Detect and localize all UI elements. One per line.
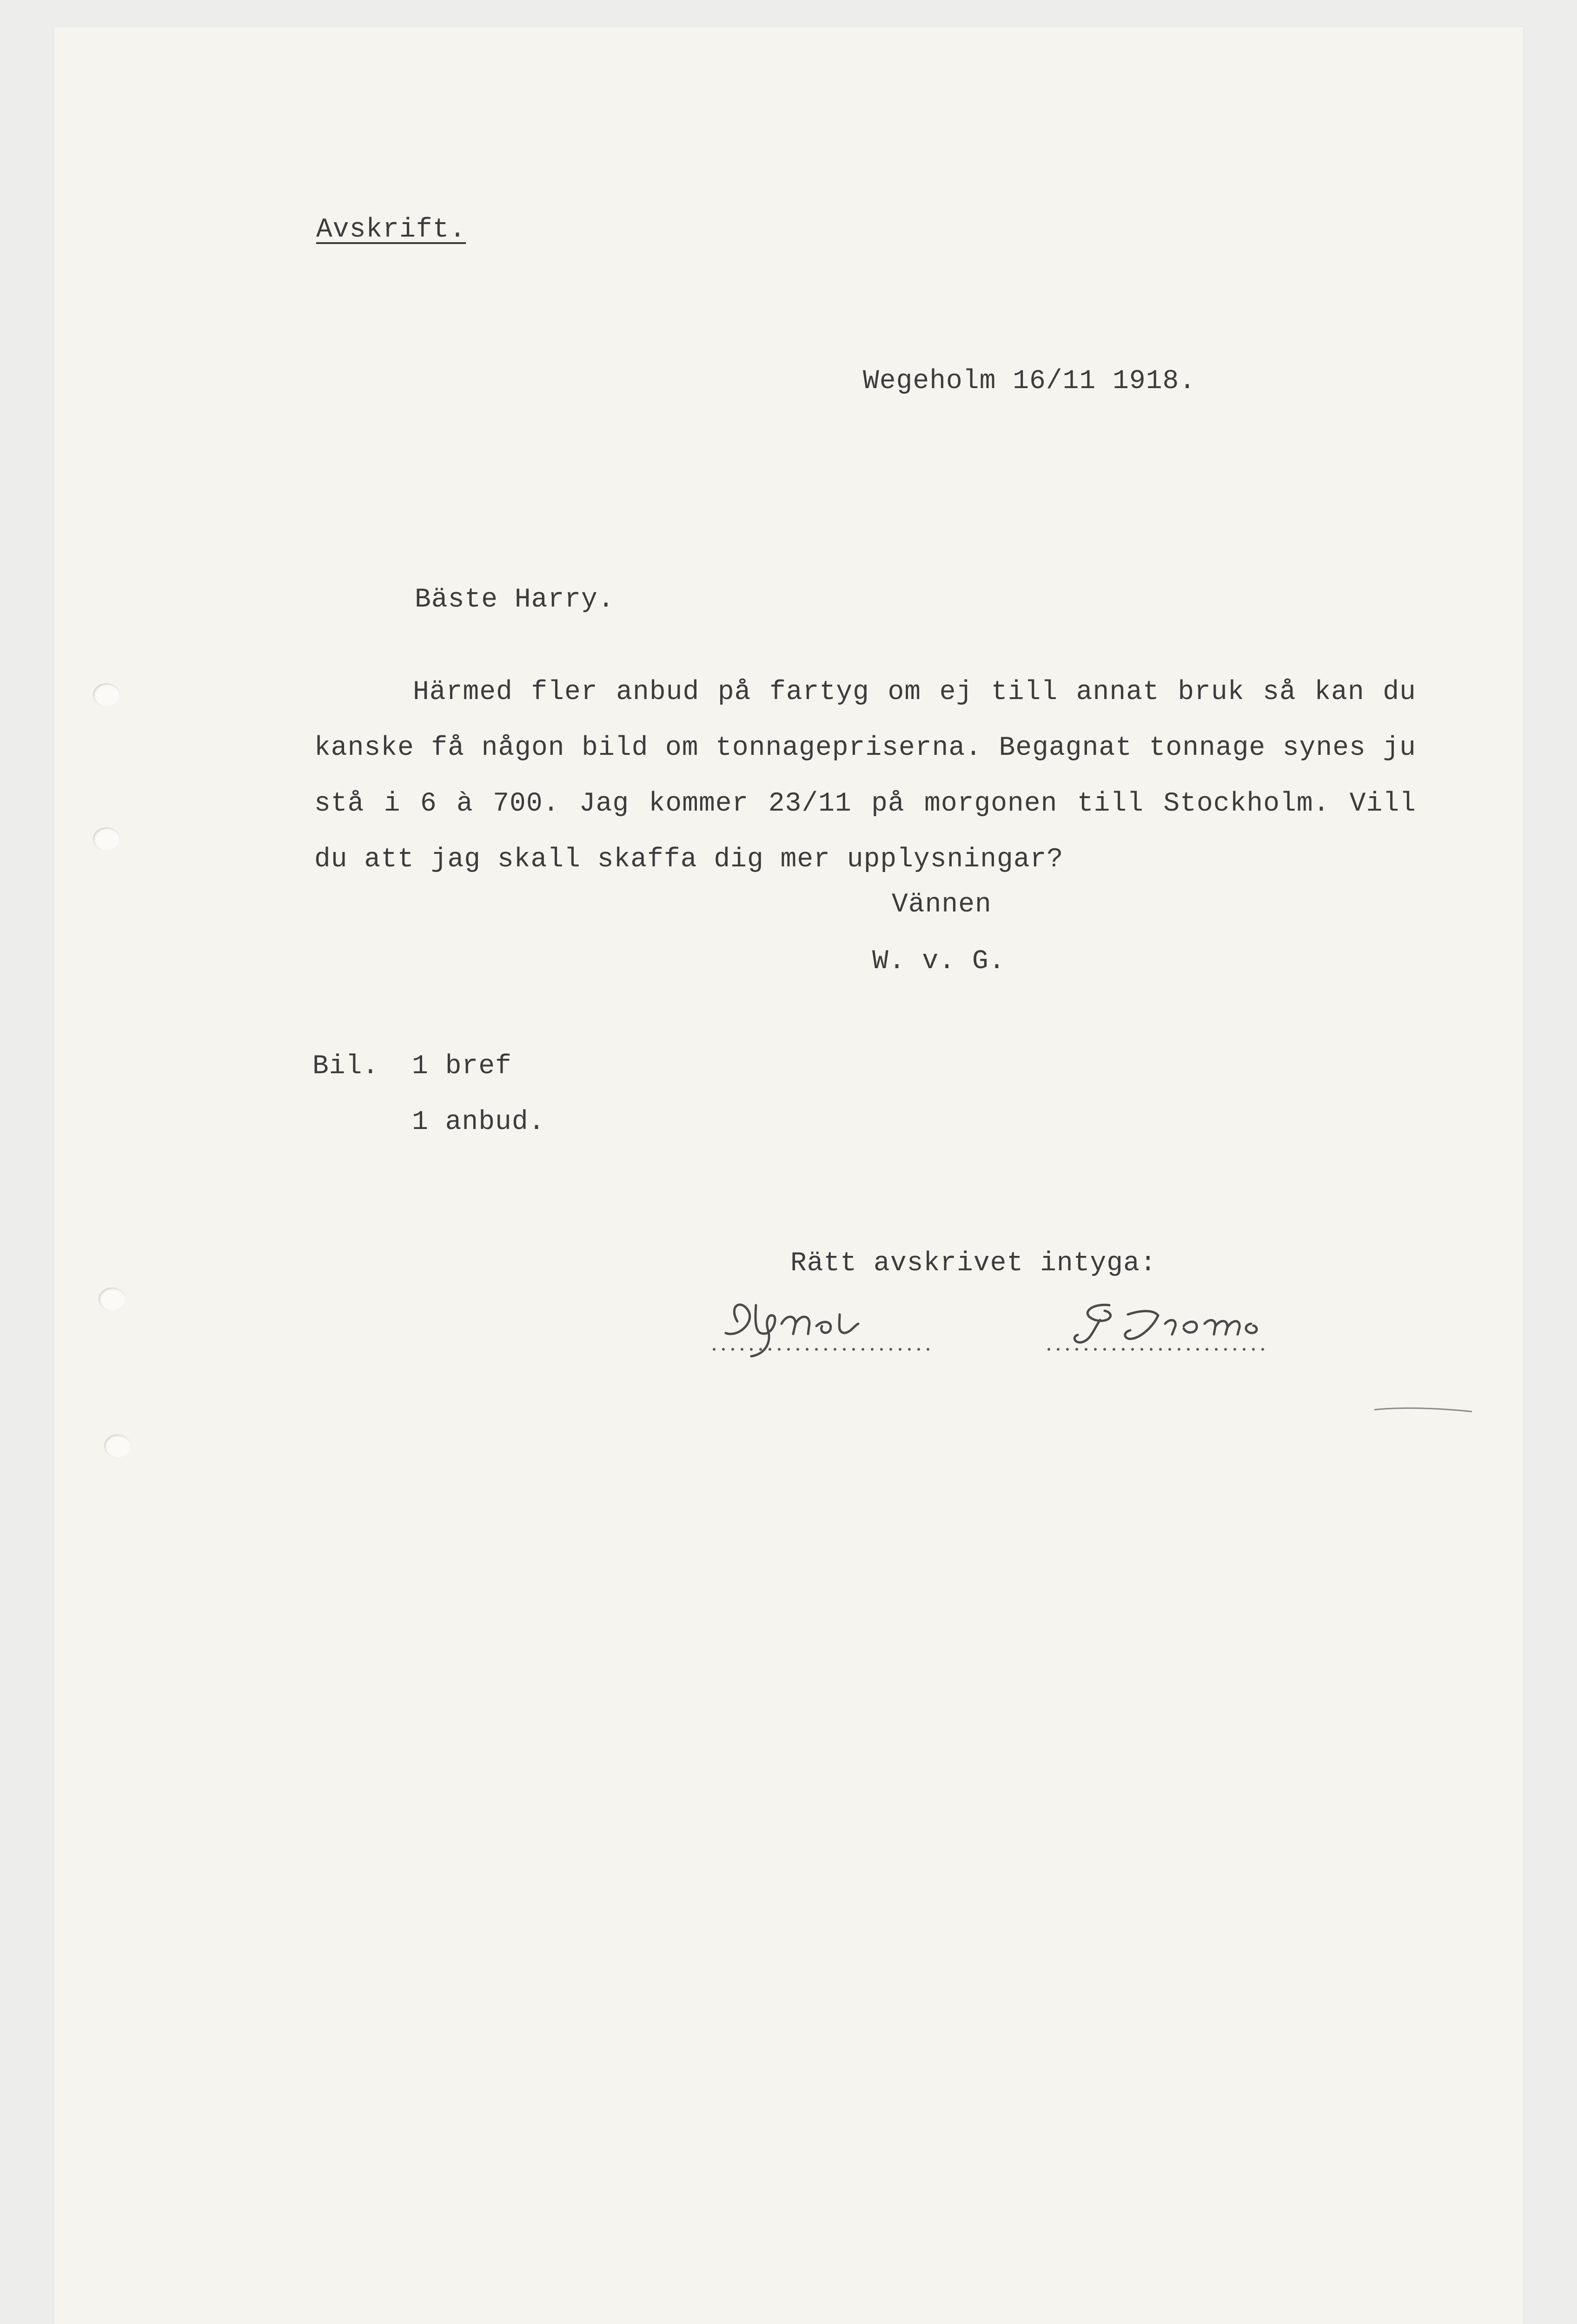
signature-2 <box>1074 1305 1257 1342</box>
punch-hole <box>93 827 120 851</box>
stray-pencil-mark <box>1372 1405 1474 1414</box>
enclosure-item: 1 anbud. <box>412 1107 545 1137</box>
punch-hole <box>104 1434 131 1458</box>
document-heading: Avskrift. <box>316 215 466 245</box>
certification-text: Rätt avskrivet intyga: <box>790 1248 1157 1279</box>
enclosures-label: Bil. <box>312 1051 379 1082</box>
signature-1 <box>726 1305 858 1356</box>
sender-initials: W. v. G. <box>872 946 1006 977</box>
enclosure-item: 1 bref <box>412 1051 512 1082</box>
punch-hole <box>93 683 120 706</box>
letter-body: Härmed fler anbud på fartyg om ej till annat bruk så kan du kanske få någon bild om tonnagepriserna. Begagnat tonnage synes ju stå i 6 à 700. Jag kommer 23/11 på morgonen till Stockholm. Vill du att jag skall skaffa dig mer upplysningar? <box>314 677 1416 875</box>
place-date: Wegeholm 16/11 1918. <box>863 366 1196 396</box>
handwritten-signatures <box>700 1287 1332 1361</box>
document-page <box>54 27 1523 2324</box>
salutation: Bäste Harry. <box>415 585 615 615</box>
closing: Vännen <box>892 890 992 920</box>
punch-hole <box>99 1287 126 1311</box>
